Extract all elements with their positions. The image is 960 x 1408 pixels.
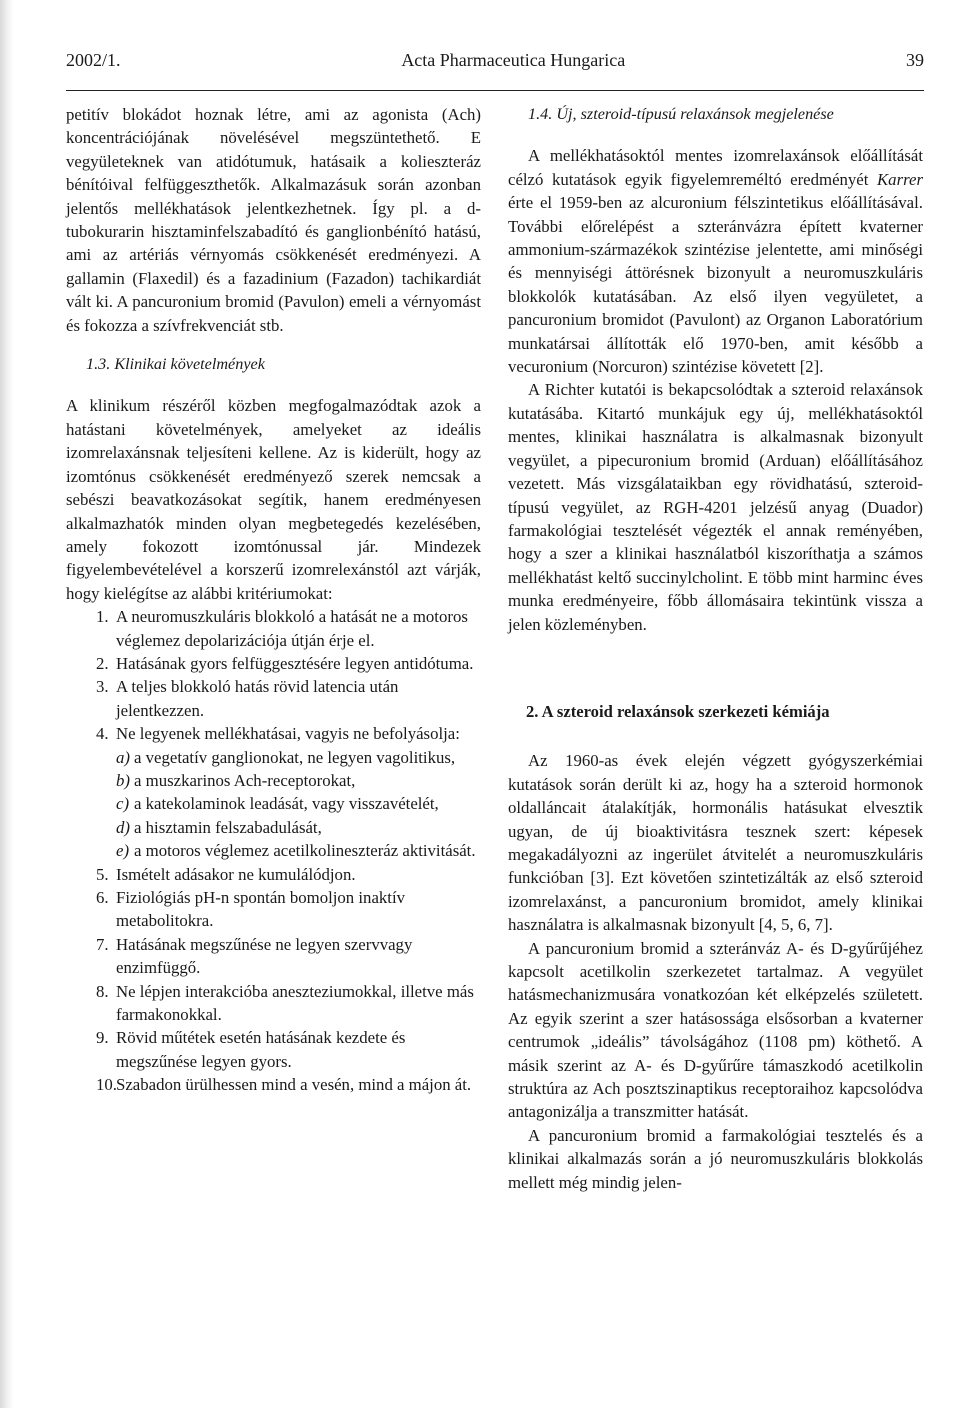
list-item-number: 2. — [96, 653, 109, 673]
list-item-text: Szabadon ürülhessen mind a vesén, mind a májon át. — [116, 1075, 472, 1095]
subsection-title-1-3: 1.3. Klinikai követelmények — [86, 355, 265, 374]
header-rule — [66, 90, 924, 91]
paragraph-karrer — [508, 144, 923, 378]
list-item — [66, 605, 481, 652]
list-item-number: 5. — [96, 864, 109, 884]
list-item-number: 10. — [96, 1075, 117, 1095]
list-item — [66, 675, 481, 722]
list-item-number: 3. — [96, 677, 109, 697]
list-item — [66, 933, 481, 980]
list-item-text: A teljes blokkoló hatás rövid latencia után jelentkezzen. — [116, 677, 399, 720]
list-item-number: 4. — [96, 724, 109, 744]
left-column — [66, 103, 481, 1097]
right-column — [508, 103, 923, 1194]
running-header — [66, 50, 924, 80]
list-item-text: Fiziológiás pH-n spontán bomoljon inaktív metabolitokra. — [116, 888, 405, 931]
list-item — [66, 1026, 481, 1073]
sub-list-text: a hisztamin felszabadulását, — [134, 817, 322, 837]
list-item — [66, 652, 481, 675]
list-item — [66, 886, 481, 933]
list-item-text: Ne lépjen interakcióba aneszteziumokkal, illetve más farmakonokkal. — [116, 981, 474, 1025]
criteria-list — [66, 605, 481, 1097]
list-item-text: Ne legyenek mellékhatásai, vagyis ne befolyásolja: — [116, 724, 460, 744]
sub-list-item — [116, 769, 481, 792]
paragraph-1960s: Az 1960-as évek elején végzett gyógyszerkémiai kutatások során derült ki az, hogy ha a szteroid hormonok oldalláncait átalakítják, hormonális hatásukat elvesztik ugyan, de új bioaktivitásra tesznek szert: képesek megakadályozni az ingerület átvitelét a neuromuszkuláris funkcióban [3]. Ezt követően szintetizálták az első szteroid izomrelaxánst, a pancuronium bromidot, amely klinikai használatra is alkalmasnak bizonyult [4, 5, 6, 7]. — [508, 751, 923, 935]
paragraph-mechanism: A pancuronium bromid a szteránváz A- és D-gyűrűjéhez kapcsolt acetilkolin szerkezetet tartalmaz. A vegyület hatásmechanizmusára vonatkozóan két elképzelés született. Az egyik szerint a szer hatásossága elsősorban a kvaterner centrumok „ideális” távolságához (1108 pm) köthető. A másik szerint az A- és D-gyűrűre támaszkodó acetilkolin struktúra az Ach posztszinaptikus receptoraihoz kapcsolódva antagonizálja a transzmitter hatását. — [508, 938, 923, 1122]
list-item-number: 7. — [96, 934, 109, 954]
sub-list-item — [116, 816, 481, 839]
list-item — [66, 722, 481, 862]
journal-title: Acta Pharmaceutica Hungarica — [401, 50, 626, 70]
list-item — [66, 863, 481, 886]
sub-list-item — [116, 792, 481, 815]
sub-list-text: a vegetatív ganglionokat, ne legyen vagolitikus, — [134, 747, 456, 767]
sub-criteria-list — [116, 746, 481, 863]
page-number: 39 — [906, 50, 924, 70]
sub-list-text: a muszkarinos Ach-receptorokat, — [134, 770, 356, 790]
list-item-number: 8. — [96, 981, 109, 1001]
paragraph-text: A mellékhatásoktól mentes izomrelaxánsok előállítását célzó kutatások egyik figyelemreméltó eredményét — [508, 146, 923, 189]
list-item-number: 9. — [96, 1028, 109, 1048]
list-item-text: Hatásának megszűnése ne legyen szervvagy enzimfüggő. — [116, 934, 413, 978]
list-item-text: Rövid műtétek esetén hatásának kezdete és megszűnése legyen gyors. — [116, 1028, 406, 1071]
paragraph-pharmacology: A pancuronium bromid a farmakológiai tesztelés és a klinikai alkalmazás során a jó neuromuszkuláris blokkolás mellett még mindig jelen- — [508, 1125, 923, 1192]
author-name: Karrer — [876, 169, 923, 189]
scan-edge-shadow — [0, 0, 14, 1408]
list-item — [66, 1073, 481, 1096]
list-item-text: Hatásának gyors felfüggesztésére legyen antidótuma. — [116, 653, 474, 673]
clinical-requirements-intro: A klinikum részéről közben megfogalmazódtak azok a hatástani követelmények, amelyeket az ideális izomrelaxánsnak teljesíteni kellene. Az is kiderült, hogy az izomtónus csökkenését eredményező szerek nemcsak a sebészi beavatkozásokat segítik, hanem eredményesen alkalmazhatók minden olyan megbetegedés kezelésében, amely fokozott izomtónussal jár. Mindezek figyelembevételével a korszerű izomrelexánstól azt várják, hogy kielégítse az alábbi kritériumokat: — [66, 396, 481, 603]
sub-list-item — [116, 746, 481, 769]
sub-list-label: e) — [116, 841, 130, 861]
issue-number: 2002/1. — [66, 50, 121, 70]
list-item-text: Ismételt adásakor ne kumulálódjon. — [116, 864, 356, 884]
sub-list-label: d) — [116, 817, 130, 837]
section-title-2: 2. A szteroid relaxánsok szerkezeti kémiája — [526, 701, 830, 721]
sub-list-label: c) — [116, 794, 130, 814]
sub-list-text: a motoros véglemez acetilkolineszteráz aktivitását. — [134, 841, 476, 861]
continued-paragraph: petitív blokádot hoznak létre, ami az agonista (Ach) koncentrációjának növelésével megszüntethető. E vegyületeknek van atidótumuk, hatásaik a kolieszteráz bénítóival felfüggeszthetők. Alkalmazásuk során azonban jelentős mellékhatások jelentkezhetnek. Így pl. a d-tubokurarin hisztaminfelszabadító és ganglionbénító hatású, ami az artériás vérnyomás csökkenését eredményezi. A gallamin (Flaxedil) és a fazadinium (Fazadon) tachikardiát vált ki. A pancuronium bromid (Pavulon) emeli a vérnyomást és fokozza a szívfrekvenciát stb. — [66, 105, 481, 335]
paragraph-text: érte el 1959-ben az alcuronium félszintetikus előállításával. További előrelépést a szteránvázra épített kvaterner ammonium-származékok szintézise jelentette, ami minőségi és mennyiségi áttörésnek bizonyult a neuromuszkuláris blokkolók kutatásában. Az első ilyen vegyületet, a pancuronium bromidot (Pavulont) az Organon Laboratórium munkatársai állították elő 1970-ben, amit később a vecuronium (Norcuron) szintézise követett [2]. — [508, 193, 923, 377]
sub-list-label: a) — [116, 747, 130, 767]
subsection-title-1-4: 1.4. Új, szteroid-típusú relaxánsok megjelenése — [528, 105, 834, 123]
list-item-number: 6. — [96, 888, 109, 907]
list-item-text: A neuromuszkuláris blokkoló a hatását ne a motoros véglemez depolarizációja útján érje el. — [116, 607, 468, 650]
sub-list-item — [116, 839, 481, 862]
paragraph-richter: A Richter kutatói is bekapcsolódtak a szteroid relaxánsok kutatásába. Kitartó munkájuk egy új, mellékhatásoktól mentes, klinikai használatra is alkalmasnak bizonyult vegyület, a pipecuronium bromid (Arduan) előállításához vezetett. Más vizsgálataikban egy rövidhatású, szteroid-típusú vegyület, az RGH-4201 jelzésű anyag (Duador) farmakológiai tesztelését végezték el annak reményében, hogy a szer a klinikai használatból kiszoríthatja a számos mellékhatást keltő succinylcholint. E több mint harminc éves munka eredményeire, főbb állomásaira tekintünk vissza a jelen közleményben. — [508, 380, 923, 634]
sub-list-label: b) — [116, 770, 130, 790]
list-item-number: 1. — [96, 607, 109, 627]
sub-list-text: a katekolaminok leadását, vagy visszavételét, — [134, 794, 439, 814]
list-item — [66, 980, 481, 1027]
